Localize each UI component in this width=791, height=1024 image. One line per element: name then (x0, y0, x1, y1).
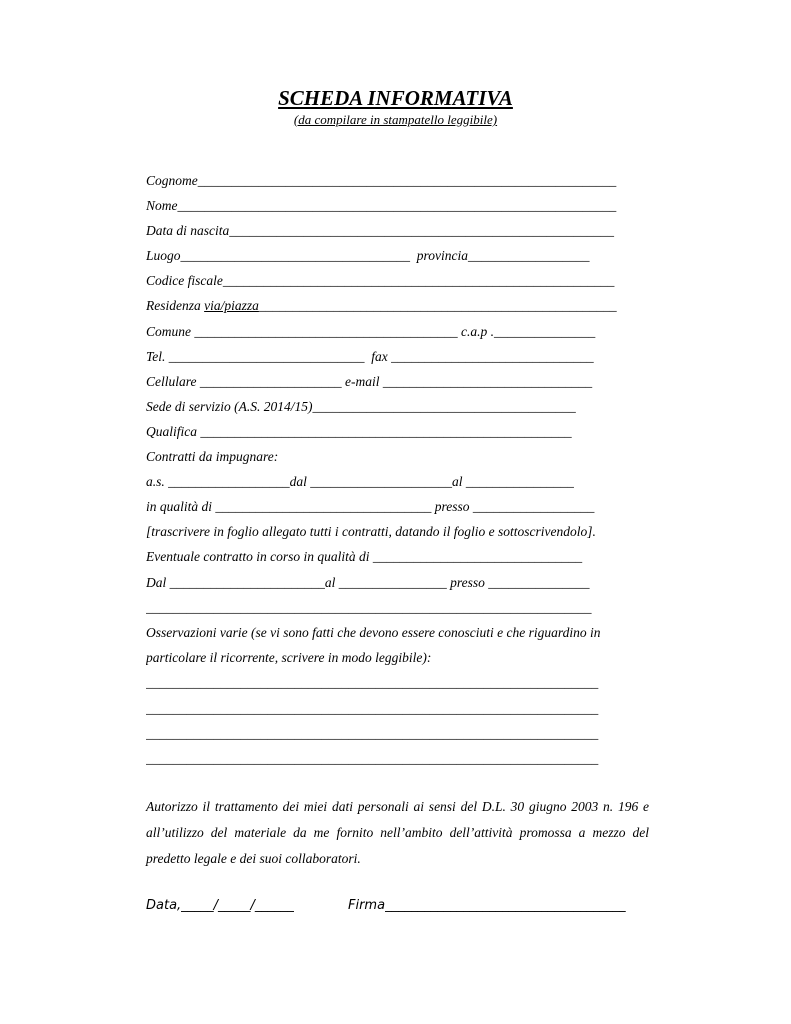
page-title: SCHEDA INFORMATIVA (278, 86, 513, 110)
nome-field[interactable]: Nome_________________________________________________________________ (146, 198, 617, 214)
eventuale-field[interactable]: Eventuale contratto in corso in qualità di _______________________________ (146, 549, 583, 565)
osservazioni-label-2: particolare il ricorrente, scrivere in modo leggibile): (146, 649, 432, 665)
data-signature-field[interactable]: Data,_____/_____/______ (146, 898, 294, 913)
comune-field[interactable]: Comune _______________________________________ c.a.p ._______________ (146, 323, 596, 339)
info-form (146, 168, 646, 771)
codice-fiscale-field[interactable]: Codice fiscale__________________________________________________________ (146, 273, 615, 289)
contratti-heading: Contratti da impugnare: (146, 449, 279, 465)
firma-signature-field[interactable]: Firma_____________________________________ (348, 898, 626, 913)
trascrivere-note: [trascrivere in foglio allegato tutti i contratti, datando il foglio e sottoscrivendolo]. (146, 524, 596, 540)
osservazioni-line[interactable]: ___________________________________________________________________ (146, 675, 599, 691)
sede-field[interactable]: Sede di servizio (A.S. 2014/15)_______________________________________ (146, 398, 576, 414)
dal-field[interactable]: Dal _______________________al ________________ presso _______________ (146, 574, 590, 590)
osservazioni-line[interactable]: ___________________________________________________________________ (146, 751, 599, 767)
luogo-field[interactable]: Luogo__________________________________ provincia__________________ (146, 248, 590, 264)
cognome-field[interactable]: Cognome______________________________________________________________ (146, 173, 617, 188)
qualifica-field[interactable]: Qualifica _______________________________________________________ (146, 423, 572, 439)
blank-line[interactable]: __________________________________________________________________ (146, 599, 592, 615)
cellulare-field[interactable]: Cellulare _____________________ e-mail _______________________________ (146, 373, 593, 389)
page-subtitle: (da compilare in stampatello leggibile) (293, 112, 498, 127)
residenza-line: _____________________________________________________ (258, 298, 617, 314)
anno-scolastico-field[interactable]: a.s. __________________dal _____________________al ________________ (146, 474, 574, 490)
osservazioni-label-1: Osservazioni varie (se vi sono fatti che devono essere conosciuti e che riguardino in (146, 624, 601, 640)
consent-paragraph: Autorizzo il trattamento dei miei dati personali ai sensi del D.L. 30 giugno 2003 n. 196 e all’utilizzo del materiale da me fornito nell’ambito dell’attività promossa a mezzo del predetto legale e dei suoi collaboratori. (146, 799, 649, 866)
residenza-via-label: via/piazza (204, 298, 259, 314)
residenza-field[interactable] (146, 293, 646, 318)
residenza-label: Residenza (146, 298, 205, 314)
qualita-field[interactable]: in qualità di ________________________________ presso __________________ (146, 499, 595, 515)
data-nascita-field[interactable]: Data di nascita_________________________________________________________ (146, 223, 614, 239)
osservazioni-line[interactable]: ___________________________________________________________________ (146, 725, 599, 741)
osservazioni-line[interactable]: ___________________________________________________________________ (146, 700, 599, 716)
tel-field[interactable]: Tel. _____________________________ fax ______________________________ (146, 348, 594, 364)
